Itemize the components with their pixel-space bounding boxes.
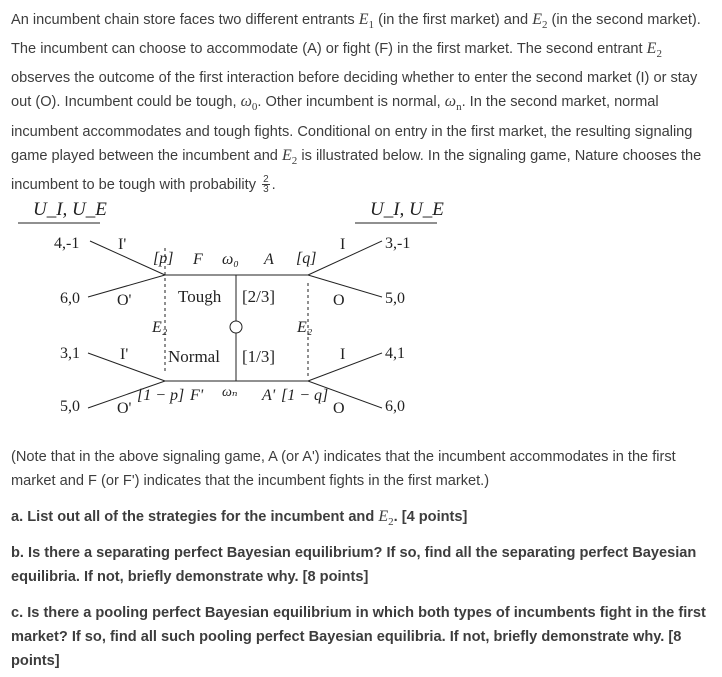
normal-label: Normal bbox=[168, 347, 220, 366]
question-a: a. List out all of the strategies for the incumbent and $E_2$. [4 points] bbox=[11, 508, 468, 529]
belief-q: [q] bbox=[296, 250, 317, 267]
svg-text:O: O bbox=[333, 400, 345, 417]
belief-p: [p] bbox=[153, 250, 174, 267]
left-payoff-2: 6,0 bbox=[60, 290, 80, 307]
tough-probability: [2/3] bbox=[242, 287, 276, 306]
svg-text:I: I bbox=[340, 346, 346, 363]
entrant-2-symbol: $E_2$ bbox=[532, 11, 548, 32]
right-payoff-3: 4,1 bbox=[385, 345, 405, 362]
signaling-game-tree bbox=[0, 193, 722, 438]
left-payoff-3: 3,1 bbox=[60, 345, 80, 362]
right-payoff-1: 3,-1 bbox=[385, 235, 411, 252]
action-a: A bbox=[264, 251, 274, 268]
nature-node bbox=[230, 321, 242, 333]
info-set-left-label: E₂ bbox=[152, 319, 168, 336]
normal-probability: [1/3] bbox=[242, 347, 276, 366]
question-b: b. Is there a separating perfect Bayesian equilibrium? If so, find all the separating perfect Bayesian equilibria. If not, briefly demonstrate why. [8 points] bbox=[11, 545, 697, 585]
svg-text:O': O' bbox=[117, 400, 132, 417]
note-text: (Note that in the above signaling game, A (or A') indicates that the incumbent accommodates in the first market and F (or F') indicates that the incumbent fights in the first market.) bbox=[11, 449, 676, 489]
svg-text:I: I bbox=[340, 236, 346, 253]
action-f-prime: F' bbox=[190, 387, 204, 404]
problem-intro: An incumbent chain store faces two different entrants $E_1$ (in the first market) and $E_2$ (in the second market). The incumbent can choose to accommodate (A) or fight (F) in the first market. The second entrant $E_2$ observes the outcome of the first interaction before deciding whether to enter the second market (I) or stay out (O). Incumbent could be tough, $\omega_0$. Other incumbent is normal, $\omega_n$. In the second market, normal incumbent accommodates and tough fights. Conditional on entry in the first market, the resulting signaling game played between the incumbent and $E_2$ is illustrated below. In the signaling game, Nature chooses the incumbent to be tough with probability $\frac{2}{3}$ . bbox=[11, 11, 702, 196]
svg-text:I': I' bbox=[120, 346, 129, 363]
tough-type-symbol: $\omega_0$ bbox=[240, 93, 258, 114]
right-payoff-header: U_I, U_E bbox=[370, 199, 444, 220]
belief-1-minus-q: [1 − q] bbox=[281, 387, 329, 404]
right-payoff-4: 6,0 bbox=[385, 398, 405, 415]
normal-type-label: ωₙ bbox=[222, 385, 238, 400]
tough-label: Tough bbox=[178, 287, 222, 306]
probability-fraction: $\frac{2}{3}$ bbox=[263, 174, 269, 196]
left-payoff-4: 5,0 bbox=[60, 398, 80, 415]
tough-type-label: ω₀ bbox=[222, 251, 239, 268]
right-payoff-2: 5,0 bbox=[385, 290, 405, 307]
action-f: F bbox=[193, 251, 203, 268]
left-payoff-1: 4,-1 bbox=[54, 235, 80, 252]
svg-text:O: O bbox=[333, 292, 345, 309]
svg-text:I': I' bbox=[118, 236, 127, 253]
entrant-1-symbol: $E_1$ bbox=[358, 11, 375, 32]
info-set-right-label: E₂ bbox=[297, 319, 313, 336]
question-c: c. Is there a pooling perfect Bayesian equilibrium in which both types of incumbents fight in the first market? If so, find all such pooling perfect Bayesian equilibria. If not, briefly demonstrate why. [8 points] bbox=[11, 605, 706, 669]
svg-text:O': O' bbox=[117, 292, 132, 309]
left-payoff-header: U_I, U_E bbox=[33, 199, 107, 220]
intro-text: An incumbent chain store faces two different entrants bbox=[11, 12, 355, 28]
normal-type-symbol: $\omega_n$ bbox=[444, 93, 462, 114]
belief-1-minus-p: [1 − p] bbox=[137, 387, 185, 404]
action-a-prime: A' bbox=[262, 387, 276, 404]
